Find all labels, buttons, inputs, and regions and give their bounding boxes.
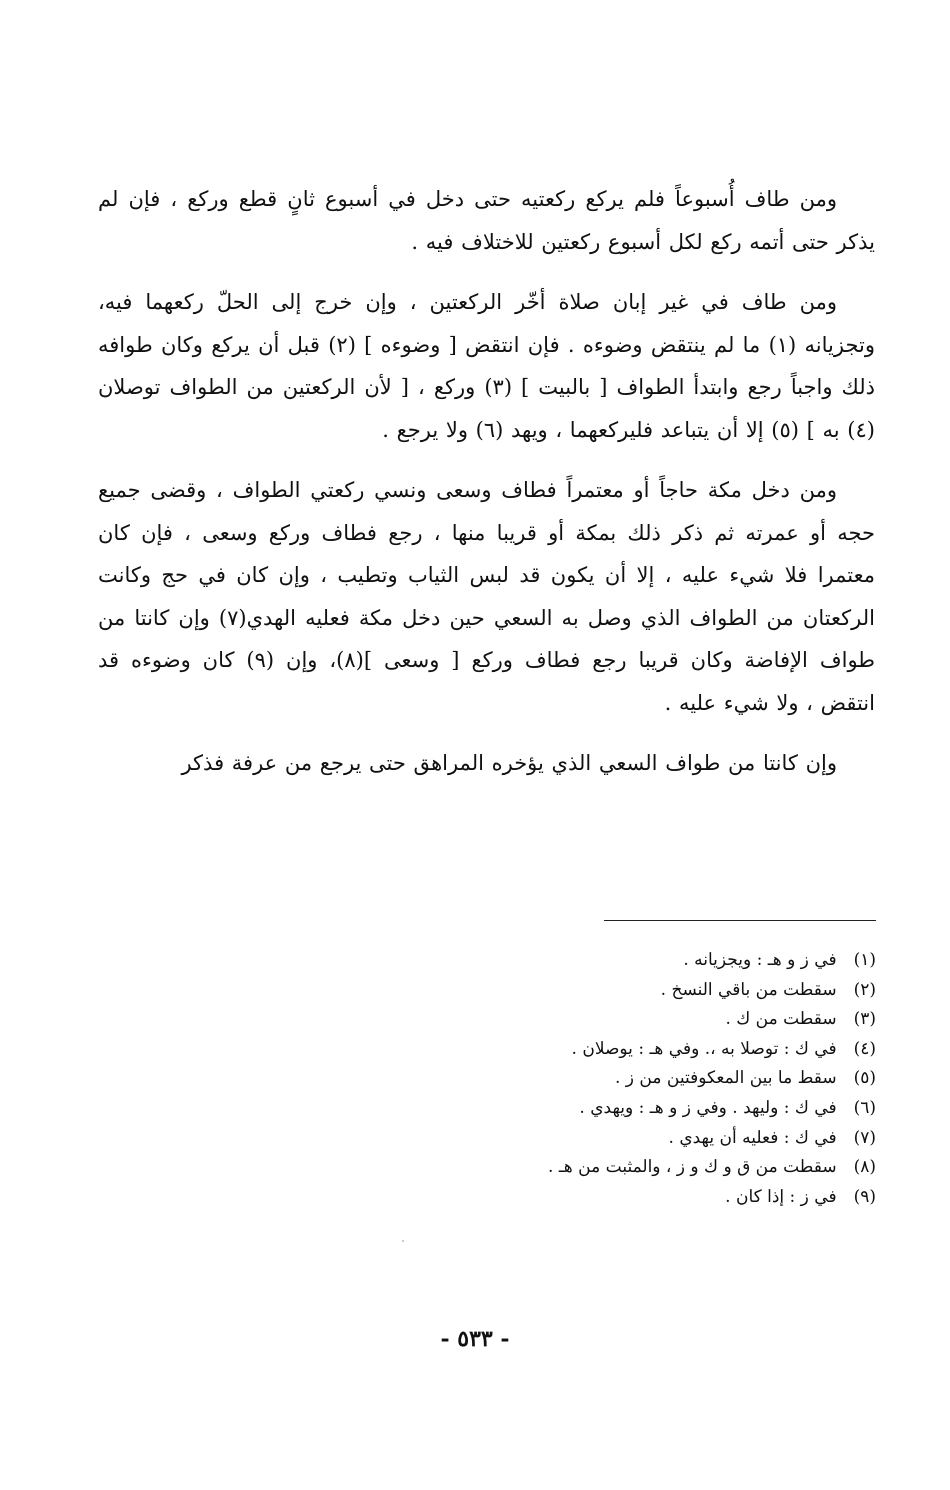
footnote-6 <box>300 1094 876 1124</box>
paragraph-2: ومن طاف في غير إبان صلاة أخّر الركعتين ، وإن خرج إلى الحلّ ركعهما فيه، وتجزيانه (١) ما لم ينتقض وضوءه . فإن انتقض [ وضوءه ] (٢) قبل أن يركع وكان طوافه ذلك واجباً رجع وابتدأ الطواف [ بالبيت ] (٣) وركع ، [ لأن الركعتين من الطواف توصلان (٤) به ] (٥) إلا أن يتباعد فليركعهما ، ويهد (٦) ولا يرجع . <box>98 290 875 442</box>
footnote-text: في ك : توصلا به ،. وفي هـ : يوصلان . <box>571 1038 837 1059</box>
footnote-text: في ك : فعليه أن يهدي . <box>668 1127 837 1148</box>
footnote-number: (٦) <box>853 1097 876 1118</box>
footnote-number: (١) <box>853 950 876 970</box>
paragraph-4: وإن كانتا من طواف السعي الذي يؤخره المراهق حتى يرجع من عرفة فذكر <box>181 751 837 775</box>
footnote-number: (٢) <box>853 979 876 1000</box>
footnote-number: (٥) <box>853 1068 876 1089</box>
footnotes-list <box>300 946 876 1212</box>
footnote-number: (٩) <box>853 1186 876 1207</box>
footnote-number: (٧) <box>853 1127 876 1148</box>
footnote-5 <box>300 1064 876 1094</box>
footnote-3 <box>300 1005 876 1035</box>
footnote-number: (٤) <box>853 1038 876 1059</box>
paragraph-3: ومن دخل مكة حاجاً أو معتمراً فطاف وسعى ونسي ركعتي الطواف ، وقضى جميع حجه أو عمرته ثم ذكر ذلك بمكة أو قريبا منها ، رجع فطاف وركع وسعى ، فإن كان معتمرا فلا شيء عليه ، إلا أن يكون قد لبس الثياب وتطيب ، وإن كان في حج وكانت الركعتان من الطواف الذي وصل به السعي حين دخل مكة فعليه الهدي(٧) وإن كانتا من طواف الإفاضة وكان قريبا رجع فطاف وركع [ وسعى ](٨)، وإن (٩) كان وضوءه قد انتقض ، ولا شيء عليه . <box>98 478 876 715</box>
footnote-text: سقطت من ق و ك و ز ، والمثبت من هـ . <box>548 1157 837 1178</box>
footnote-9 <box>300 1183 876 1213</box>
scan-speck <box>402 1240 404 1242</box>
footnote-1 <box>300 946 876 976</box>
footnote-text: في ز و هـ : ويجزيانه . <box>683 950 837 970</box>
footnote-number: (٨) <box>853 1157 876 1178</box>
footnote-text: في ك : وليهد . وفي ز و هـ : ويهدي . <box>579 1097 837 1118</box>
footnote-text: سقطت من ك . <box>725 1009 837 1030</box>
footnote-text: سقطت من باقي النسخ . <box>660 979 837 1000</box>
page-number: - ٥٣٣ - <box>440 1326 510 1352</box>
footnote-4 <box>300 1035 876 1065</box>
footnote-number: (٣) <box>853 1009 876 1030</box>
footnote-text: في ز : إذا كان . <box>725 1186 837 1207</box>
paragraph-1: ومن طاف أُسبوعاً فلم يركع ركعتيه حتى دخل في أسبوع ثانٍ قطع وركع ، فإن لم يذكر حتى أتمه ركع لكل أسبوع ركعتين للاختلاف فيه . <box>98 187 875 254</box>
footnote-text: سقط ما بين المعكوفتين من ز . <box>615 1068 837 1089</box>
footnote-7 <box>300 1124 876 1154</box>
footnote-divider <box>604 920 876 921</box>
footnote-8 <box>300 1153 876 1183</box>
main-text <box>98 178 875 803</box>
footnote-2 <box>300 976 876 1006</box>
